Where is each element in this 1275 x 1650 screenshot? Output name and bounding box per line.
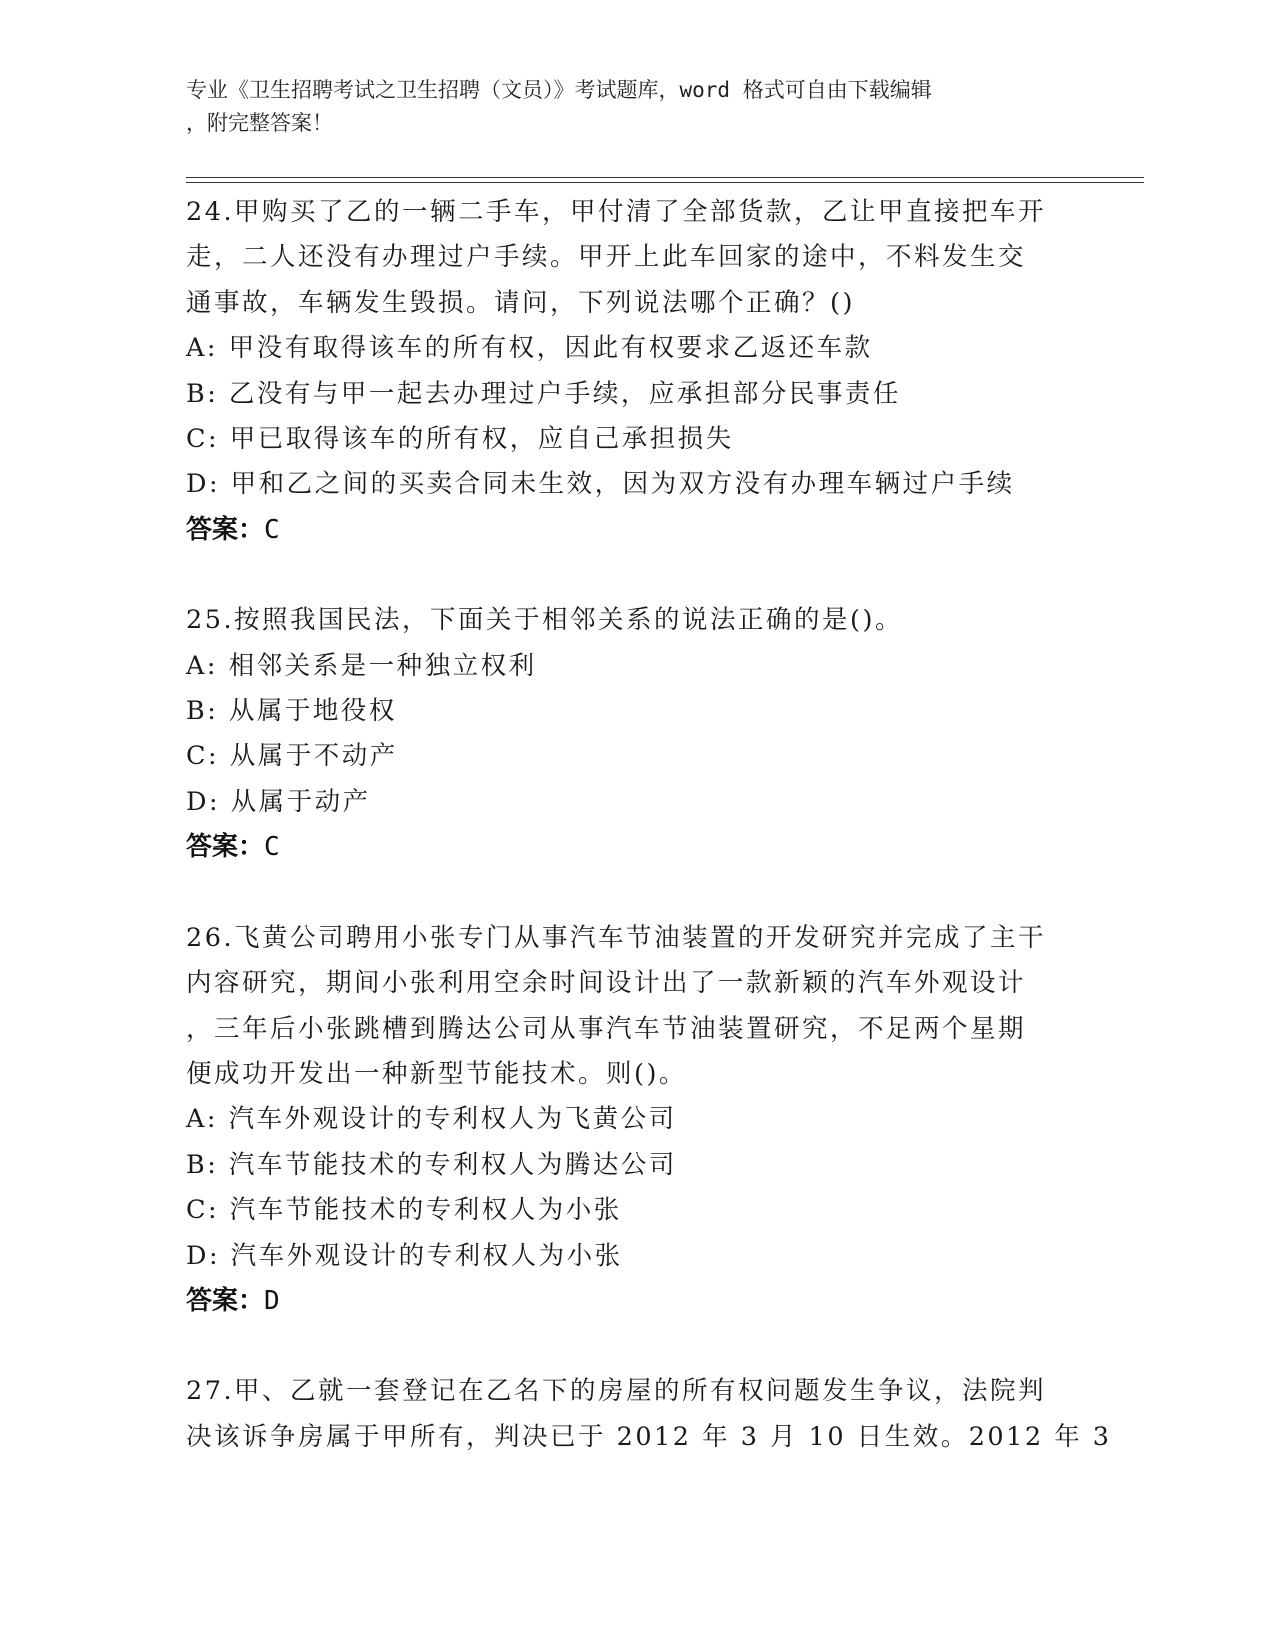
question-list: [186, 190, 1112, 1460]
answer-label: 答案：: [186, 1285, 265, 1316]
option-d: D: 甲和乙之间的买卖合同未生效，因为双方没有办理车辆过户手续: [186, 469, 1015, 500]
answer-value: C: [264, 514, 280, 545]
question-text-line: 27.甲、乙就一套登记在乙名下的房屋的所有权问题发生争议，法院判: [186, 1376, 1047, 1407]
option-b: B: 从属于地役权: [186, 696, 397, 727]
option-a: A: 相邻关系是一种独立权利: [186, 650, 537, 681]
header-line-2: ，附完整答案！: [186, 111, 333, 135]
option-c: C: 从属于不动产: [186, 741, 398, 772]
question-27: [186, 1369, 1112, 1460]
question-text-line: 内容研究，期间小张利用空余时间设计出了一款新颖的汽车外观设计: [186, 968, 1027, 999]
answer-value: D: [264, 1285, 280, 1316]
question-spacer: [186, 871, 1086, 916]
question-text-line: 决该诉争房属于甲所有，判决已于 2012 年 3 月 10 日生效。2012 年 3: [186, 1421, 1112, 1452]
answer-label: 答案：: [186, 514, 265, 545]
option-b: B: 乙没有与甲一起去办理过户手续，应承担部分民事责任: [186, 378, 901, 409]
option-d: D: 从属于动产: [186, 786, 371, 817]
question-text-line: ，三年后小张跳槽到腾达公司从事汽车节油装置研究，不足两个星期: [186, 1013, 1027, 1044]
question-spacer: [186, 553, 1086, 598]
option-a: A: 汽车外观设计的专利权人为飞黄公司: [186, 1104, 677, 1135]
answer-line: [186, 825, 1086, 870]
header-line-1: 专业《卫生招聘考试之卫生招聘（文员）》考试题库，word 格式可自由下载编辑: [186, 78, 932, 102]
option-c: C: 汽车节能技术的专利权人为小张: [186, 1195, 622, 1226]
question-text-line: 走，二人还没有办理过户手续。甲开上此车回家的途中，不料发生交: [186, 242, 1027, 273]
option-d: D: 汽车外观设计的专利权人为小张: [186, 1240, 623, 1271]
answer-line: [186, 508, 1086, 553]
question-25: [186, 598, 1086, 870]
question-24: [186, 190, 1086, 553]
question-text-line: 25.按照我国民法，下面关于相邻关系的说法正确的是()。: [186, 605, 903, 636]
document-header: [186, 74, 1066, 140]
answer-value: C: [264, 832, 280, 863]
answer-label: 答案：: [186, 832, 265, 863]
question-text-line: 通事故，车辆发生毁损。请问，下列说法哪个正确？(): [186, 287, 855, 318]
option-a: A: 甲没有取得该车的所有权，因此有权要求乙返还车款: [186, 333, 873, 364]
question-26: [186, 916, 1086, 1325]
header-divider-top: [186, 177, 1144, 178]
header-divider-bottom: [186, 182, 1144, 183]
answer-line: [186, 1279, 1086, 1324]
question-text-line: 26.飞黄公司聘用小张专门从事汽车节油装置的开发研究并完成了主干: [186, 922, 1047, 953]
question-spacer: [186, 1324, 1086, 1369]
question-text-line: 便成功开发出一种新型节能技术。则()。: [186, 1058, 687, 1089]
option-b: B: 汽车节能技术的专利权人为腾达公司: [186, 1149, 677, 1180]
question-text-line: 24.甲购买了乙的一辆二手车，甲付清了全部货款，乙让甲直接把车开: [186, 197, 1047, 227]
option-c: C: 甲已取得该车的所有权，应自己承担损失: [186, 424, 734, 455]
